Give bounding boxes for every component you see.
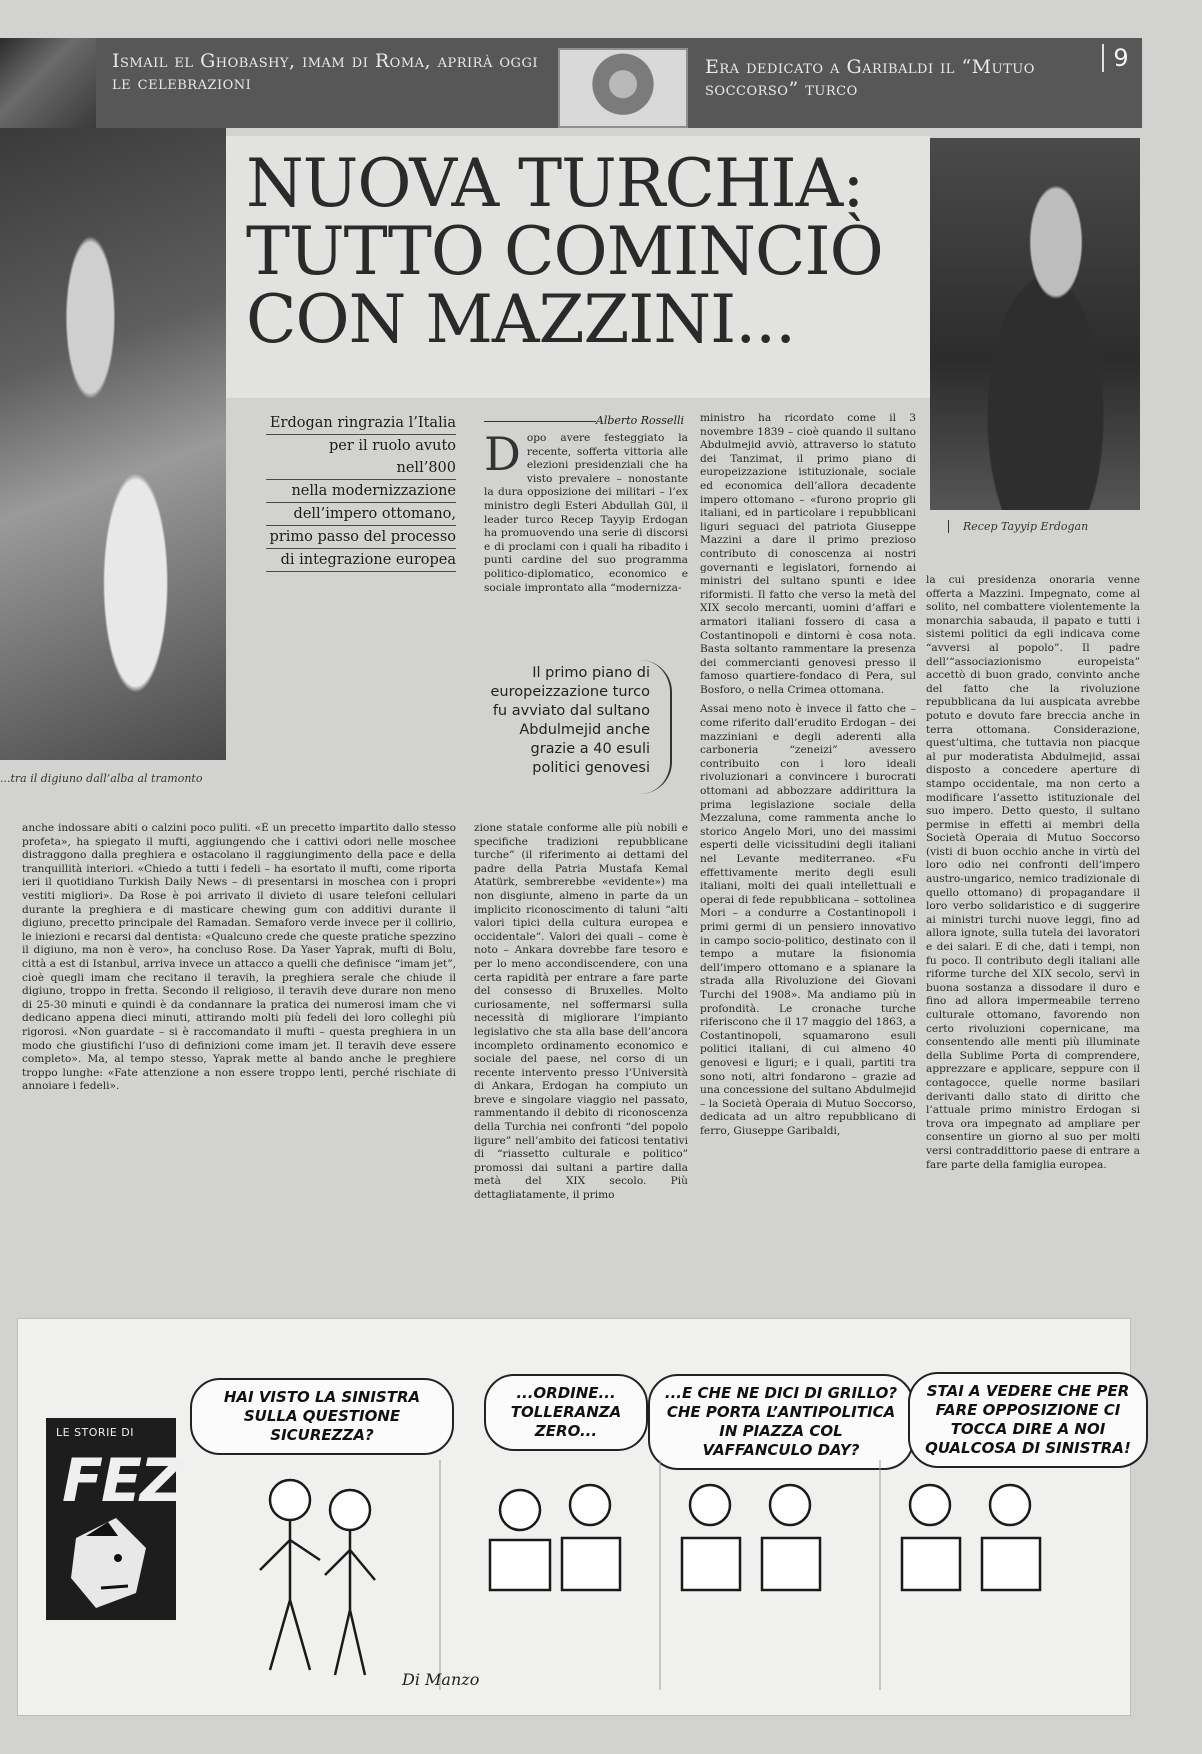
photo-erdogan: [930, 138, 1140, 510]
column-2: [700, 412, 916, 1264]
standfirst-line: dell’impero ottomano,: [266, 503, 456, 526]
column-middle-bottom: [474, 822, 688, 1264]
byline: Alberto Rosselli: [595, 414, 684, 427]
speech-balloon-4: STAI A VEDERE CHE PER FARE OPPOSIZIONE CI TOCCA DIRE A NOI QUALCOSA DI SINISTRA!: [908, 1372, 1148, 1468]
article-title: [246, 145, 926, 358]
photo-right-caption: Recep Tayyip Erdogan: [948, 520, 1153, 533]
column-2-text-bottom: Assai meno noto è invece il fatto che – come riferito dall’erudito Erdogan – dei mazziniani e degli aderenti alla carboneria “zeneizi” avessero contribuito con i loro ideali rivoluzionari a convincere i burocrati ottomani ad abbozzare addirittura la prima legislazione sociale della Mezzaluna, come rammenta anche lo storico Angelo Mori, uno dei massimi esperti delle vicissitudini degli italiani nel Levante mediterraneo. «Fu effettivamente merito degli esuli italiani, molti dei quali intellettuali e operai di fede repubblicana – sottolinea Mori – a condurre a Costantinopoli i primi germi di un pensiero innovativo in campo socio-politico, destinato con il tempo a mutare la fisionomia dell’impero ottomano e a spianare la strada alla Rivoluzione dei Giovani Turchi del 1908». Ma andiamo più in profondità. Le cronache turche riferiscono che il 17 maggio del 1863, a Costantinopoli, squamarono esuli politici italiani, di cui almeno 40 genovesi e liguri; e i quali, partiti tra sono noti, altri fondarono – grazie ad una concessione del sultano Abdulmejid – la Società Operaia di Mutuo Soccorso, dedicata ad un altro repubblicano di ferro, Giuseppe Garibaldi,: [700, 703, 916, 1137]
title-line: TUTTO COMINCIÒ: [246, 213, 883, 290]
fez-logo-panel: [46, 1418, 182, 1620]
cartoon-figures: [190, 1460, 1120, 1690]
column-3: [926, 574, 1140, 1264]
fez-series-label: LE STORIE DI: [56, 1426, 134, 1439]
column-3-text: la cui presidenza onoraria venne offerta a Mazzini. Impegnato, come al solito, nel combattere violentemente la monarchia sabauda, il papato e tutti i sistemi politici da egli indicava come “avversi al popolo”. Il padre dell’“associazionismo europeista” accettò di buon grado, convinto anche del fatto che la rivoluzione repubblicana da lui auspicata avrebbe potuto e dovuto fare breccia anche in terra ottomana. Considerazione, quest’ultima, che tuttavia non piacque al pur moderatista Abdulmejid, assai disposto a concedere aperture di stampo occidentale, ma non certo a modificare l’assetto istituzionale del suo impero. Detto questo, il sultano permise in effetti ai membri della Società Operaia di Mutuo Soccorso (visti di buon occhio anche in virtù del loro odio nei confronti dell’impero austro-ungarico, nemico tradizionale di quello ottomano) di propagandare il loro verbo solidaristico e di suggerire ai ministri turchi nuove leggi, fino ad allora ignote, sulla tutela dei lavoratori e dei salari. E di che, dati i tempi, non fu poco. Il contributo degli italiani alle riforme turche del XIX secolo, servì in buona sostanza a dissodare il duro e fino ad allora impermeabile terreno culturale ottomano, favorendo non certo rivoluzioni copernicane, ma consentendo alle menti più illuminate della Sublime Porta di comprendere, apprezzare e applicare, seppure con il contagocce, quelle norme basilari derivanti dallo stato di diritto che l’attuale primo ministro Erdogan si trova ora impegnato ad ampliare per consentire un giorno al suo per molti versi contraddittorio paese di entrare a fare parte della famiglia europea.: [926, 574, 1140, 1171]
photo-left-caption: ...tra il digiuno dall’alba al tramonto: [0, 772, 203, 785]
header-thumbnail: [0, 38, 96, 128]
column-left-bottom-text: anche indossare abiti o calzini poco puliti. «È un precetto impartito dallo stesso profeta», ha spiegato il mufti, aggiungendo che i cattivi odori nelle moschee distraggono dalla preghiera e ostacolano il raggiungimento della pace e della tranquillità interiori. «Chiedo a tutti i fedeli – ha esortato il mufti, come riporta ieri il quotidiano Turkish Daily News – di presentarsi in moschea con i propri vestiti migliori». Da Rose è poi arrivato il divieto di usare telefoni cellulari durante la preghiera e di masticare chewing gum con additivi durante il digiuno, precetto principale del Ramadan. Semaforo verde invece per il collirio, le iniezioni e recarsi dal dentista: «Qualcuno crede che queste pratiche spezzino il digiuno, ma non è vero», ha concluso Rose. Da Yaser Yaprak, mufti di Bolu, città a est di Istanbul, arriva invece un attacco a quelli che definisce “imam jet”, cioè quegli imam che recitano il teravih, la preghiera serale che chiude il digiuno, troppo in fretta. Secondo il religioso, il teravih deve durare non meno di 25-30 minuti e quindi è da condannare la pratica dei numerosi imam che vi dedicano appena dieci minuti, attirando molti più fedeli dei loro colleghi più rigorosi. «Non guardate – si è raccomandato il mufti – questa preghiera in un modo che giustifichi l’uso di definizioni come imam jet. Il teravih deve essere completo». Ma, al tempo stesso, Yaprak mette al bando anche le preghiere troppo lunghe: «Fate attenzione a non essere troppo lenti, perché rischiate di annoiare i fedeli».: [22, 822, 456, 1093]
cartoonist-signature: Di Manzo: [402, 1670, 480, 1689]
dropcap: D: [484, 432, 521, 481]
speech-balloon-1: HAI VISTO LA SINISTRA SULLA QUESTIONE SICUREZZA?: [190, 1378, 454, 1455]
column-middle-bottom-text: zione statale conforme alle più nobili e specifiche tradizioni repubblicane turche” (il riferimento ai dettami del padre della Patria Mustafa Kemal Atatürk, sembrerebbe «evidente») ma non disgiunte, almeno in parte da un implicito riconoscimento di taluni “alti valori tipici della cultura europea e occidentale”. Valori dei quali – come è noto – Ankara dovrebbe fare tesoro e per lo meno accondiscendere, con una certa rapidità per entrare a fare parte del consesso di Bruxelles. Molto curiosamente, nel soffermarsi sulla necessità di migliorare l’impianto legislativo che sta alla base dell’ancora incompleto ordinamento economico e sociale del paese, nel corso di un recente intervento presso l’Università di Ankara, Erdogan ha compiuto un breve e singolare viaggio nel passato, rammentando il debito di riconoscenza della Turchia nei confronti “del popolo ligure” nell’ambito dei faticosi tentativi di “riassetto culturale e politico” promossi dai sultani a partire dalla metà del XIX secolo. Più dettagliatamente, il primo: [474, 822, 688, 1202]
speech-balloon-2: ...ORDINE... TOLLERANZA ZERO...: [484, 1374, 648, 1451]
standfirst-line: nella modernizzazione: [266, 480, 456, 503]
column-1-top: [484, 432, 688, 650]
title-line: CON MAZZINI...: [246, 281, 796, 358]
title-line: NUOVA TURCHIA:: [246, 145, 864, 222]
standfirst-line: di integrazione europea: [266, 549, 456, 572]
column-1-text: opo avere festeggiato la recente, sofferta vittoria alle elezioni presidenziali che ha visto prevalere – nonostante la dura opposizione dei militari – l’ex ministro degli Esteri Abdullah Gül, il leader turco Recep Tayyip Erdogan ha promuovendo una serie di discorsi e di proclami con i quali ha ribadito i punti cardine del suo programma politico-diplomatico, economico e sociale improntato alla “modernizza-: [484, 432, 688, 594]
standfirst: [266, 412, 456, 572]
page-number: 9: [1102, 44, 1138, 72]
garibaldi-portrait: [558, 48, 688, 128]
header-right-headline: Era dedicato a Garibaldi il “Mutuo soccorso” turco: [705, 56, 1035, 100]
photo-imam-prayer: [0, 128, 226, 760]
pull-quote: Il primo piano di europeizzazione turco fu avviato dal sultano Abdulmejid anche grazie a 40 esuli politici genovesi: [490, 665, 650, 776]
standfirst-line: per il ruolo avuto nell’800: [266, 435, 456, 480]
speech-balloon-3: ...E CHE NE DICI DI GRILLO? CHE PORTA L’ANTIPOLITICA IN PIAZZA COL VAFFANCULO DAY?: [648, 1374, 914, 1470]
fez-series-name: FEZ: [62, 1446, 182, 1516]
header-band: [0, 38, 1142, 128]
header-left-headline: Ismail el Ghobashy, imam di Roma, aprirà oggi le celebrazioni: [112, 50, 538, 94]
fez-character-icon: [46, 1418, 176, 1620]
standfirst-line: Erdogan ringrazia l’Italia: [266, 412, 456, 435]
column-2-text-top: ministro ha ricordato come il 3 novembre 1839 – cioè quando il sultano Abdulmejid avviò, attraverso lo statuto dei Tanzimat, il primo piano di europeizzazione istituzionale, sociale ed economica dell’allora decadente impero ottomano – «furono proprio gli italiani, ed in particolare i repubblicani liguri seguaci del patriota Giuseppe Mazzini a dare il primo prezioso contributo di conoscenza ai nostri governanti e legislatori, fornendo ai ministri del sultano spunti e idee riformisti. Il fatto che verso la metà del XIX secolo mercanti, uomini d’affari e armatori italiani fossero di casa a Costantinopoli e dintorni è cosa nota. Basta soltanto rammentare la presenza dei commercianti genovesi presso il famoso quartiere-fondaco di Pera, sul Bosforo, o nella Crimea ottomana.: [700, 412, 916, 696]
standfirst-line: primo passo del processo: [266, 526, 456, 549]
column-left-bottom: [22, 822, 456, 1264]
